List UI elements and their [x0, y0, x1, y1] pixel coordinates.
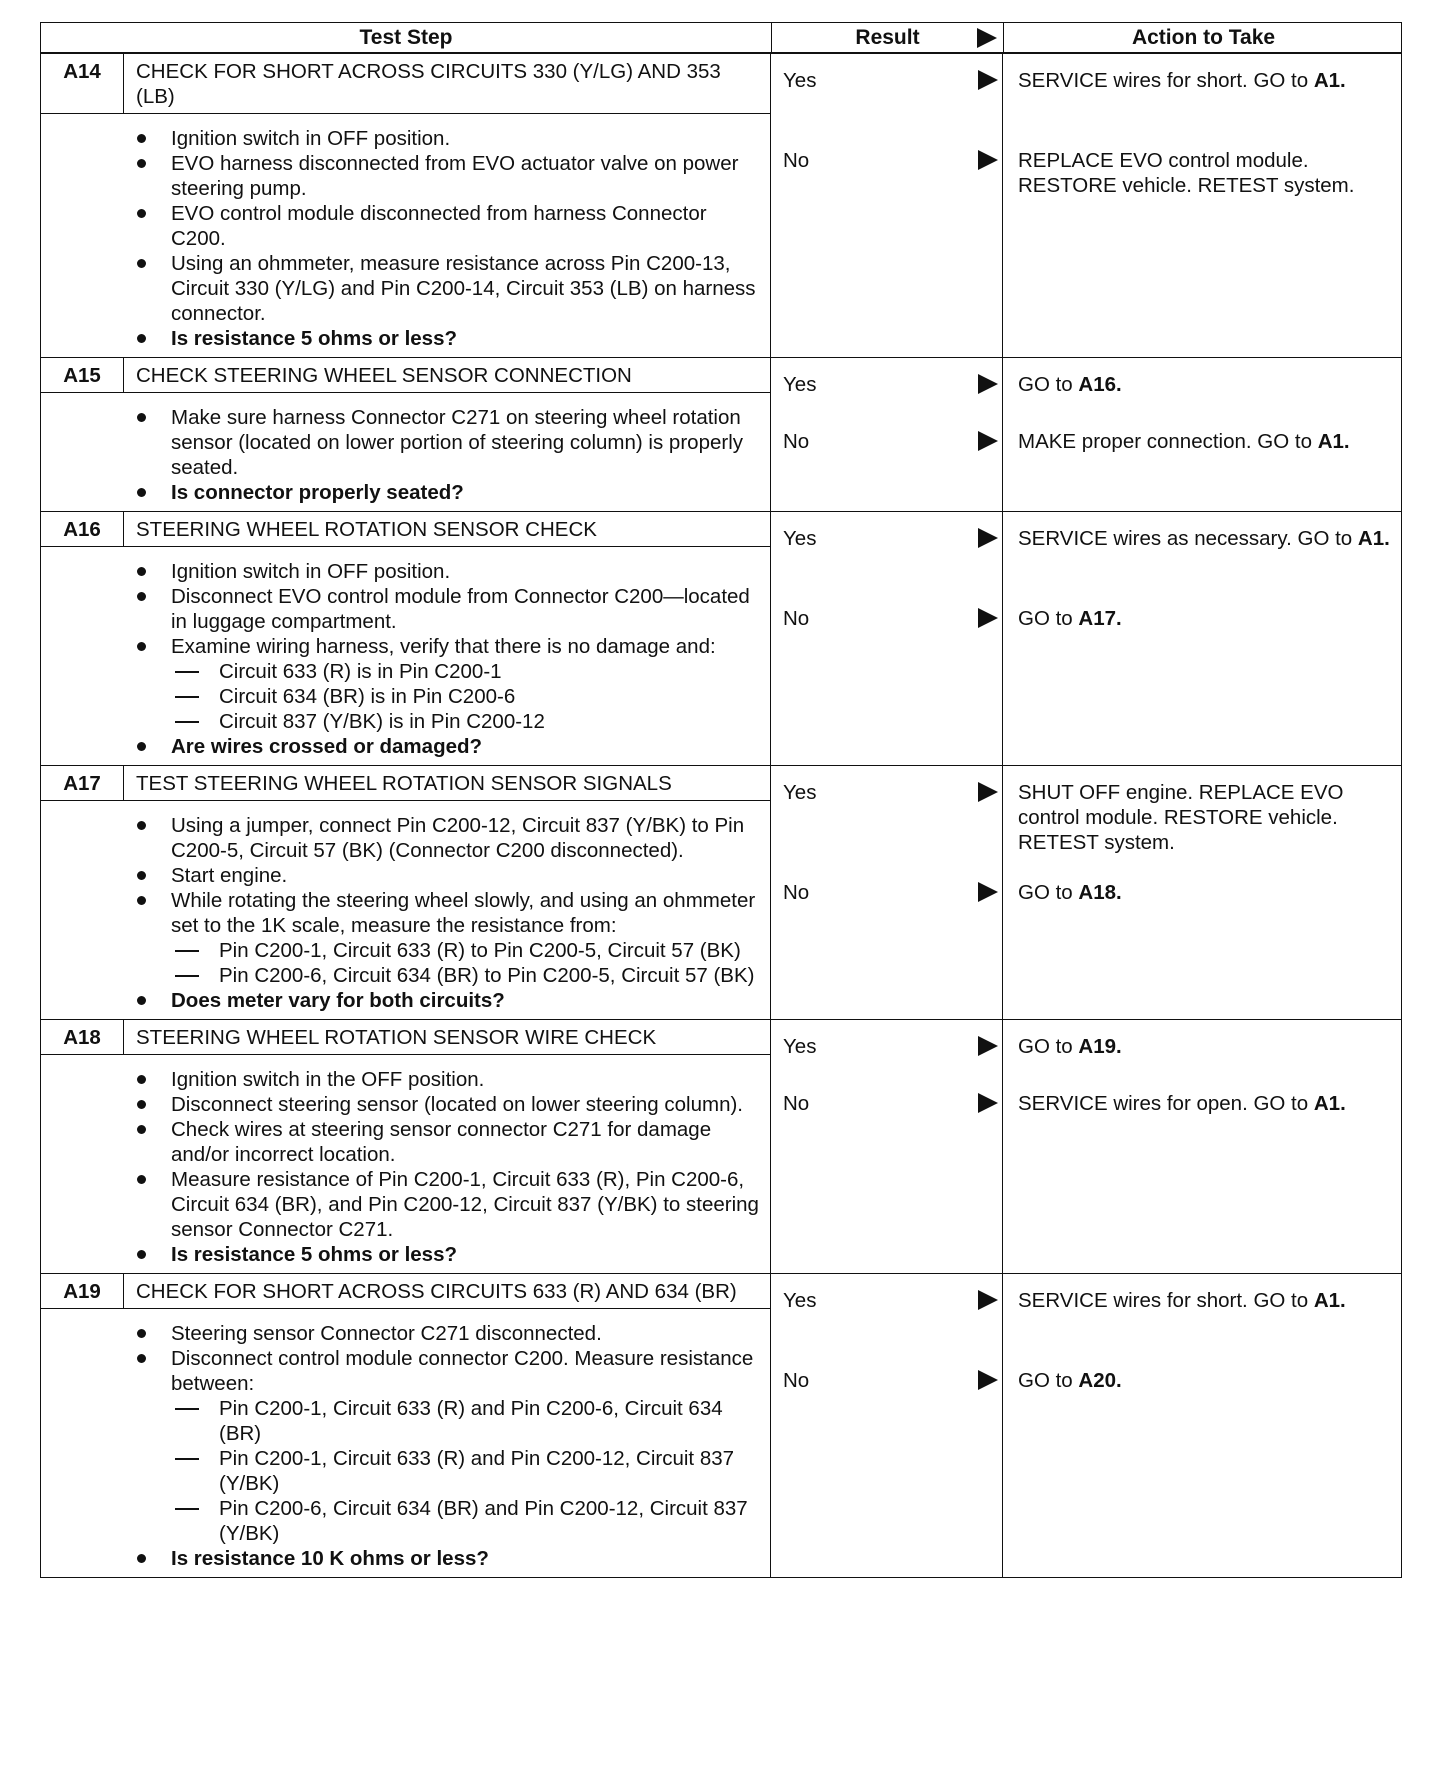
- instruction-text: Ignition switch in OFF position.: [171, 560, 451, 583]
- step-instruction: [41, 405, 760, 480]
- action-instruction: GO to: [1018, 881, 1073, 904]
- result-no: [771, 1091, 1002, 1116]
- result-label: Yes: [783, 781, 817, 804]
- header-result: [771, 23, 1003, 52]
- instruction-text: Is resistance 5 ohms or less?: [171, 1243, 457, 1266]
- table-header: [40, 22, 1402, 54]
- arrow-icon: [978, 882, 998, 902]
- step-instruction: [41, 863, 760, 888]
- step-id: A18: [41, 1020, 124, 1054]
- instruction-text: Ignition switch in the OFF position.: [171, 1068, 485, 1091]
- instruction-text: Start engine.: [171, 864, 288, 887]
- action-instruction: SERVICE wires as necessary. GO to: [1018, 527, 1353, 550]
- action-cell: [1003, 512, 1403, 765]
- sub-instructions: [171, 1396, 760, 1546]
- step-id: A19: [41, 1274, 124, 1308]
- step-instructions: [41, 393, 770, 511]
- instruction-text: EVO harness disconnected from EVO actuator valve on power steering pump.: [171, 152, 739, 200]
- action-target: A20.: [1078, 1369, 1122, 1392]
- result-yes: [771, 1034, 1002, 1059]
- instruction-text: Disconnect steering sensor (located on lower steering column).: [171, 1093, 743, 1116]
- sub-instruction: Pin C200-1, Circuit 633 (R) to Pin C200-5, Circuit 57 (BK): [171, 938, 760, 963]
- action-instruction: GO to: [1018, 1369, 1073, 1392]
- step-instruction: [41, 813, 760, 863]
- result-yes: [771, 68, 1002, 93]
- sub-instruction: Circuit 633 (R) is in Pin C200-1: [171, 659, 760, 684]
- instruction-text: Check wires at steering sensor connector C271 for damage and/or incorrect location.: [171, 1118, 712, 1166]
- action-instruction: REPLACE EVO control module. RESTORE vehicle. RETEST system.: [1018, 149, 1355, 197]
- step-title-bar: [41, 512, 770, 547]
- action-text: [1018, 68, 1395, 93]
- diagnostic-table: [40, 22, 1402, 1578]
- step-instruction: [41, 1167, 760, 1242]
- step-row: [41, 1274, 1401, 1577]
- result-no: [771, 606, 1002, 631]
- step-title: STEERING WHEEL ROTATION SENSOR WIRE CHECK: [136, 1026, 657, 1049]
- instruction-text: Disconnect control module connector C200. Measure resistance between:: [171, 1347, 754, 1395]
- step-instruction: [41, 1321, 760, 1346]
- step-instruction: [41, 888, 760, 988]
- action-cell: [1003, 1020, 1403, 1273]
- action-target: A1.: [1317, 430, 1350, 453]
- action-text: [1018, 526, 1395, 551]
- result-label: No: [783, 881, 810, 904]
- step-instruction: [41, 251, 760, 326]
- instruction-text: Is connector properly seated?: [171, 481, 464, 504]
- instruction-text: Using a jumper, connect Pin C200-12, Circuit 837 (Y/BK) to Pin C200-5, Circuit 57 (BK) (Connector C200 disconnected).: [171, 814, 745, 862]
- test-step-cell: [41, 766, 771, 1019]
- action-instruction: SERVICE wires for short. GO to: [1018, 69, 1309, 92]
- action-cell: [1003, 766, 1403, 1019]
- step-instruction: [41, 1117, 760, 1167]
- instruction-text: Is resistance 10 K ohms or less?: [171, 1547, 489, 1570]
- step-instruction: [41, 1092, 760, 1117]
- header-action: Action to Take: [1003, 23, 1403, 52]
- action-instruction: SHUT OFF engine. REPLACE EVO control module. RESTORE vehicle. RETEST system.: [1018, 781, 1344, 854]
- step-instruction: [41, 559, 760, 584]
- result-cell: [771, 358, 1003, 511]
- test-step-cell: [41, 54, 771, 357]
- action-text: [1018, 1288, 1395, 1313]
- step-title: CHECK FOR SHORT ACROSS CIRCUITS 633 (R) AND 634 (BR): [136, 1280, 737, 1303]
- arrow-icon: [978, 1370, 998, 1390]
- step-instruction: [41, 126, 760, 151]
- action-target: A1.: [1313, 69, 1346, 92]
- instruction-text: Using an ohmmeter, measure resistance across Pin C200-13, Circuit 330 (Y/LG) and Pin C200-14, Circuit 353 (LB) on harness connector.: [171, 252, 756, 325]
- action-target: A17.: [1078, 607, 1122, 630]
- step-question: [41, 1242, 760, 1267]
- step-question: [41, 480, 760, 505]
- step-id: A17: [41, 766, 124, 800]
- step-title: CHECK STEERING WHEEL SENSOR CONNECTION: [136, 364, 632, 387]
- step-title-bar: [41, 1274, 770, 1309]
- arrow-icon: [978, 528, 998, 548]
- header-result-label: Result: [855, 26, 920, 49]
- header-test-step: Test Step: [359, 26, 453, 49]
- step-question: [41, 734, 760, 759]
- result-label: Yes: [783, 1035, 817, 1058]
- result-no: [771, 429, 1002, 454]
- step-id: A16: [41, 512, 124, 546]
- instruction-text: Is resistance 5 ohms or less?: [171, 327, 457, 350]
- step-id: A15: [41, 358, 124, 392]
- step-title: CHECK FOR SHORT ACROSS CIRCUITS 330 (Y/LG) AND 353 (LB): [136, 60, 721, 108]
- instruction-text: Measure resistance of Pin C200-1, Circuit 633 (R), Pin C200-6, Circuit 634 (BR), and Pin C200-12, Circuit 837 (Y/BK) to steering sensor Connector C271.: [171, 1168, 759, 1241]
- instruction-text: While rotating the steering wheel slowly, and using an ohmmeter set to the 1K scale, measure the resistance from:: [171, 889, 756, 937]
- action-instruction: GO to: [1018, 1035, 1073, 1058]
- action-instruction: SERVICE wires for short. GO to: [1018, 1289, 1309, 1312]
- result-yes: [771, 780, 1002, 805]
- action-instruction: GO to: [1018, 607, 1073, 630]
- step-row: [41, 766, 1401, 1020]
- result-cell: [771, 1274, 1003, 1577]
- action-text: [1018, 429, 1395, 454]
- instruction-text: Ignition switch in OFF position.: [171, 127, 451, 150]
- action-instruction: MAKE proper connection. GO to: [1018, 430, 1312, 453]
- step-row: [41, 1020, 1401, 1274]
- sub-instructions: [171, 659, 760, 734]
- step-question: [41, 1546, 760, 1571]
- arrow-icon: [978, 1093, 998, 1113]
- result-label: No: [783, 430, 810, 453]
- step-instructions: [41, 114, 770, 357]
- instruction-text: Examine wiring harness, verify that there is no damage and:: [171, 635, 716, 658]
- sub-instruction: Circuit 837 (Y/BK) is in Pin C200-12: [171, 709, 760, 734]
- action-target: A1.: [1313, 1092, 1346, 1115]
- step-title: TEST STEERING WHEEL ROTATION SENSOR SIGNALS: [136, 772, 672, 795]
- action-text: [1018, 372, 1395, 397]
- instruction-text: Disconnect EVO control module from Connector C200—located in luggage compartment.: [171, 585, 750, 633]
- step-instruction: [41, 1346, 760, 1546]
- test-step-cell: [41, 1020, 771, 1273]
- result-label: No: [783, 1369, 810, 1392]
- arrow-icon: [978, 608, 998, 628]
- action-target: A18.: [1078, 881, 1122, 904]
- action-instruction: SERVICE wires for open. GO to: [1018, 1092, 1309, 1115]
- step-question: [41, 988, 760, 1013]
- arrow-icon: [978, 782, 998, 802]
- result-label: No: [783, 1092, 810, 1115]
- action-instruction: GO to: [1018, 373, 1073, 396]
- sub-instruction: Circuit 634 (BR) is in Pin C200-6: [171, 684, 760, 709]
- action-text: [1018, 606, 1395, 631]
- sub-instructions: [171, 938, 760, 988]
- result-no: [771, 880, 1002, 905]
- test-step-cell: [41, 512, 771, 765]
- arrow-icon: [977, 28, 997, 48]
- arrow-icon: [978, 1036, 998, 1056]
- sub-instruction: Pin C200-1, Circuit 633 (R) and Pin C200-12, Circuit 837 (Y/BK): [171, 1446, 760, 1496]
- step-title-bar: [41, 358, 770, 393]
- result-cell: [771, 512, 1003, 765]
- instruction-text: EVO control module disconnected from harness Connector C200.: [171, 202, 707, 250]
- step-title-bar: [41, 766, 770, 801]
- step-row: [41, 358, 1401, 512]
- arrow-icon: [978, 70, 998, 90]
- result-cell: [771, 766, 1003, 1019]
- sub-instruction: Pin C200-6, Circuit 634 (BR) to Pin C200-5, Circuit 57 (BK): [171, 963, 760, 988]
- action-cell: [1003, 358, 1403, 511]
- step-instruction: [41, 634, 760, 734]
- result-label: Yes: [783, 69, 817, 92]
- instruction-text: Steering sensor Connector C271 disconnected.: [171, 1322, 602, 1345]
- step-instruction: [41, 151, 760, 201]
- action-text: [1018, 1034, 1395, 1059]
- arrow-icon: [978, 150, 998, 170]
- instruction-text: Does meter vary for both circuits?: [171, 989, 505, 1012]
- step-instruction: [41, 584, 760, 634]
- result-label: No: [783, 607, 810, 630]
- test-step-cell: [41, 358, 771, 511]
- result-label: Yes: [783, 1289, 817, 1312]
- action-target: A1.: [1313, 1289, 1346, 1312]
- step-instructions: [41, 1309, 770, 1577]
- test-step-cell: [41, 1274, 771, 1577]
- result-yes: [771, 372, 1002, 397]
- step-instruction: [41, 1067, 760, 1092]
- result-label: Yes: [783, 527, 817, 550]
- action-target: A19.: [1078, 1035, 1122, 1058]
- action-text: [1018, 780, 1395, 855]
- action-target: A16.: [1078, 373, 1122, 396]
- action-text: [1018, 880, 1395, 905]
- step-title: STEERING WHEEL ROTATION SENSOR CHECK: [136, 518, 597, 541]
- step-instruction: [41, 201, 760, 251]
- step-row: [41, 512, 1401, 766]
- action-cell: [1003, 54, 1403, 357]
- instruction-text: Make sure harness Connector C271 on steering wheel rotation sensor (located on lower portion of steering column) is properly seated.: [171, 406, 743, 479]
- arrow-icon: [978, 431, 998, 451]
- arrow-icon: [978, 1290, 998, 1310]
- step-instructions: [41, 1055, 770, 1273]
- step-row: [41, 54, 1401, 358]
- result-cell: [771, 54, 1003, 357]
- result-yes: [771, 1288, 1002, 1313]
- step-instructions: [41, 547, 770, 765]
- steps-body: [40, 54, 1402, 1578]
- result-label: Yes: [783, 373, 817, 396]
- action-target: A1.: [1357, 527, 1390, 550]
- step-question: [41, 326, 760, 351]
- result-cell: [771, 1020, 1003, 1273]
- step-instructions: [41, 801, 770, 1019]
- arrow-icon: [978, 374, 998, 394]
- step-title-bar: [41, 1020, 770, 1055]
- action-text: [1018, 148, 1395, 198]
- action-cell: [1003, 1274, 1403, 1577]
- result-label: No: [783, 149, 810, 172]
- sub-instruction: Pin C200-6, Circuit 634 (BR) and Pin C200-12, Circuit 837 (Y/BK): [171, 1496, 760, 1546]
- action-text: [1018, 1091, 1395, 1116]
- result-no: [771, 148, 1002, 173]
- sub-instruction: Pin C200-1, Circuit 633 (R) and Pin C200-6, Circuit 634 (BR): [171, 1396, 760, 1446]
- step-id: A14: [41, 54, 124, 113]
- instruction-text: Are wires crossed or damaged?: [171, 735, 483, 758]
- step-title-bar: [41, 54, 770, 114]
- result-yes: [771, 526, 1002, 551]
- action-text: [1018, 1368, 1395, 1393]
- result-no: [771, 1368, 1002, 1393]
